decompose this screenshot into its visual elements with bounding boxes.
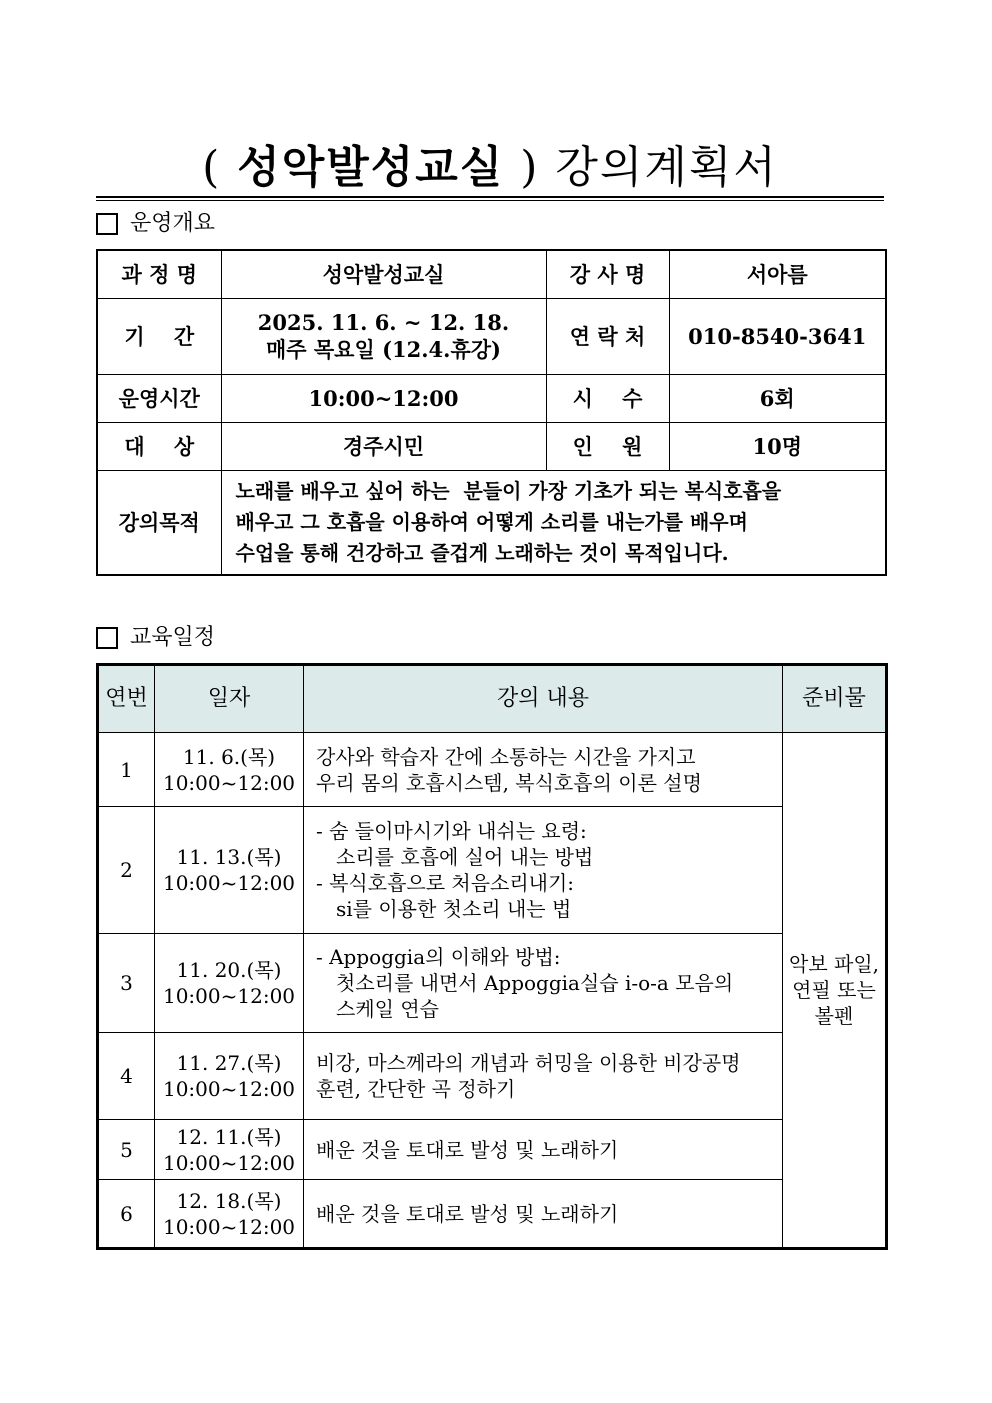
period-label: 기 간 xyxy=(97,298,221,374)
content-line: - Appoggia의 이해와 방법: xyxy=(316,945,561,969)
row-date-day: 12. 11.(목) xyxy=(176,1124,282,1149)
row-date-day: 11. 13.(목) xyxy=(176,845,282,869)
row-date-day: 11. 27.(목) xyxy=(176,1051,282,1075)
period-line: 2025. 11. 6. ~ 12. 18. xyxy=(257,310,510,335)
content-line: 스케일 연습 xyxy=(336,997,439,1021)
content-line: 훈련, 간단한 곡 정하기 xyxy=(316,1077,516,1101)
section-overview xyxy=(96,209,215,239)
content-line: 강사와 학습자 간에 소통하는 시간을 가지고 xyxy=(316,744,696,769)
content-line: 우리 몸의 호흡시스템, 복식호흡의 이론 설명 xyxy=(316,770,702,795)
row-content xyxy=(304,807,783,934)
row-date-time: 10:00~12:00 xyxy=(162,1150,296,1175)
sessions-value: 6회 xyxy=(669,374,886,422)
row-date-time: 10:00~12:00 xyxy=(162,1214,296,1239)
row-no: 2 xyxy=(98,807,155,934)
checkbox-icon xyxy=(96,213,118,235)
title-course: 성악발성교실 xyxy=(237,142,505,193)
course-value: 성악발성교실 xyxy=(221,250,546,298)
row-date xyxy=(155,807,304,934)
row-date-time: 10:00~12:00 xyxy=(162,770,296,795)
row-date xyxy=(155,934,304,1033)
page-title xyxy=(96,140,884,196)
table-row xyxy=(97,298,886,374)
content-line: - 숨 들이마시기와 내쉬는 요령: xyxy=(316,819,587,843)
row-date-day: 11. 20.(목) xyxy=(176,958,282,982)
row-no: 4 xyxy=(98,1033,155,1120)
course-label: 과 정 명 xyxy=(97,250,221,298)
time-value: 10:00~12:00 xyxy=(221,374,546,422)
table-row xyxy=(98,934,887,1033)
title-close: ) xyxy=(504,142,540,193)
row-no: 1 xyxy=(98,733,155,807)
period-value xyxy=(221,298,546,374)
content-line: - 복식호흡으로 처음소리내기: xyxy=(316,871,575,895)
purpose-value xyxy=(221,470,886,575)
row-date-time: 10:00~12:00 xyxy=(162,1077,296,1101)
row-date xyxy=(155,1033,304,1120)
instructor-value: 서아름 xyxy=(669,250,886,298)
sessions-label: 시 수 xyxy=(546,374,669,422)
table-header-row xyxy=(98,665,887,733)
overview-table xyxy=(96,249,887,576)
row-no: 5 xyxy=(98,1120,155,1180)
table-row xyxy=(98,807,887,934)
row-date-time: 10:00~12:00 xyxy=(162,984,296,1008)
table-row xyxy=(97,374,886,422)
header-materials: 준비물 xyxy=(783,665,887,733)
header-no: 연번 xyxy=(98,665,155,733)
row-date-time: 10:00~12:00 xyxy=(162,871,296,895)
content-line: 비강, 마스께라의 개념과 허밍을 이용한 비강공명 xyxy=(316,1051,741,1075)
materials-line: 볼펜 xyxy=(814,1004,854,1028)
content-line: si를 이용한 첫소리 내는 법 xyxy=(336,897,572,921)
title-underline-thin xyxy=(96,200,884,201)
target-label: 대 상 xyxy=(97,422,221,470)
materials-line: 연필 또는 xyxy=(792,978,876,1002)
section-schedule-label: 교육일정 xyxy=(130,625,216,650)
table-row xyxy=(97,250,886,298)
materials-line: 악보 파일, xyxy=(789,952,879,976)
row-date-day: 12. 18.(목) xyxy=(176,1188,282,1213)
time-label: 운영시간 xyxy=(97,374,221,422)
table-row xyxy=(98,733,887,807)
materials-cell xyxy=(783,733,887,1249)
content-line: 배운 것을 토대로 발성 및 노래하기 xyxy=(316,1137,619,1162)
table-row xyxy=(97,470,886,575)
row-no: 3 xyxy=(98,934,155,1033)
table-row xyxy=(97,422,886,470)
row-date xyxy=(155,733,304,807)
instructor-label: 강 사 명 xyxy=(546,250,669,298)
header-date: 일자 xyxy=(155,665,304,733)
period-line: 매주 목요일 (12.4.휴강) xyxy=(266,337,501,362)
purpose-line: 노래를 배우고 싶어 하는 분들이 가장 기초가 되는 복식호흡을 xyxy=(235,478,782,503)
row-date xyxy=(155,1120,304,1180)
row-content xyxy=(304,733,783,807)
capacity-value: 10명 xyxy=(669,422,886,470)
content-line: 배운 것을 토대로 발성 및 노래하기 xyxy=(316,1201,619,1226)
title-suffix: 강의계획서 xyxy=(539,142,778,193)
table-row xyxy=(98,1120,887,1180)
contact-value: 010-8540-3641 xyxy=(669,298,886,374)
schedule-table xyxy=(96,663,888,1250)
section-overview-label: 운영개요 xyxy=(130,211,216,236)
row-content xyxy=(304,1120,783,1180)
content-line: 첫소리를 내면서 Appoggia실습 i-o-a 모음의 xyxy=(336,971,734,995)
purpose-label: 강의목적 xyxy=(97,470,221,575)
title-open: ( xyxy=(202,142,238,193)
purpose-line: 배우고 그 호흡을 이용하여 어떻게 소리를 내는가를 배우며 xyxy=(235,509,748,534)
row-no: 6 xyxy=(98,1180,155,1249)
row-date xyxy=(155,1180,304,1249)
table-row xyxy=(98,1180,887,1249)
checkbox-icon xyxy=(96,627,118,649)
section-schedule xyxy=(96,623,215,653)
row-content xyxy=(304,1180,783,1249)
title-underline xyxy=(96,196,884,198)
capacity-label: 인 원 xyxy=(546,422,669,470)
purpose-line: 수업을 통해 건강하고 즐겁게 노래하는 것이 목적입니다. xyxy=(235,540,729,565)
row-content xyxy=(304,934,783,1033)
row-content xyxy=(304,1033,783,1120)
contact-label: 연 락 처 xyxy=(546,298,669,374)
content-line: 소리를 호흡에 실어 내는 방법 xyxy=(336,845,594,869)
target-value: 경주시민 xyxy=(221,422,546,470)
row-date-day: 11. 6.(목) xyxy=(182,744,276,769)
table-row xyxy=(98,1033,887,1120)
header-content: 강의 내용 xyxy=(304,665,783,733)
